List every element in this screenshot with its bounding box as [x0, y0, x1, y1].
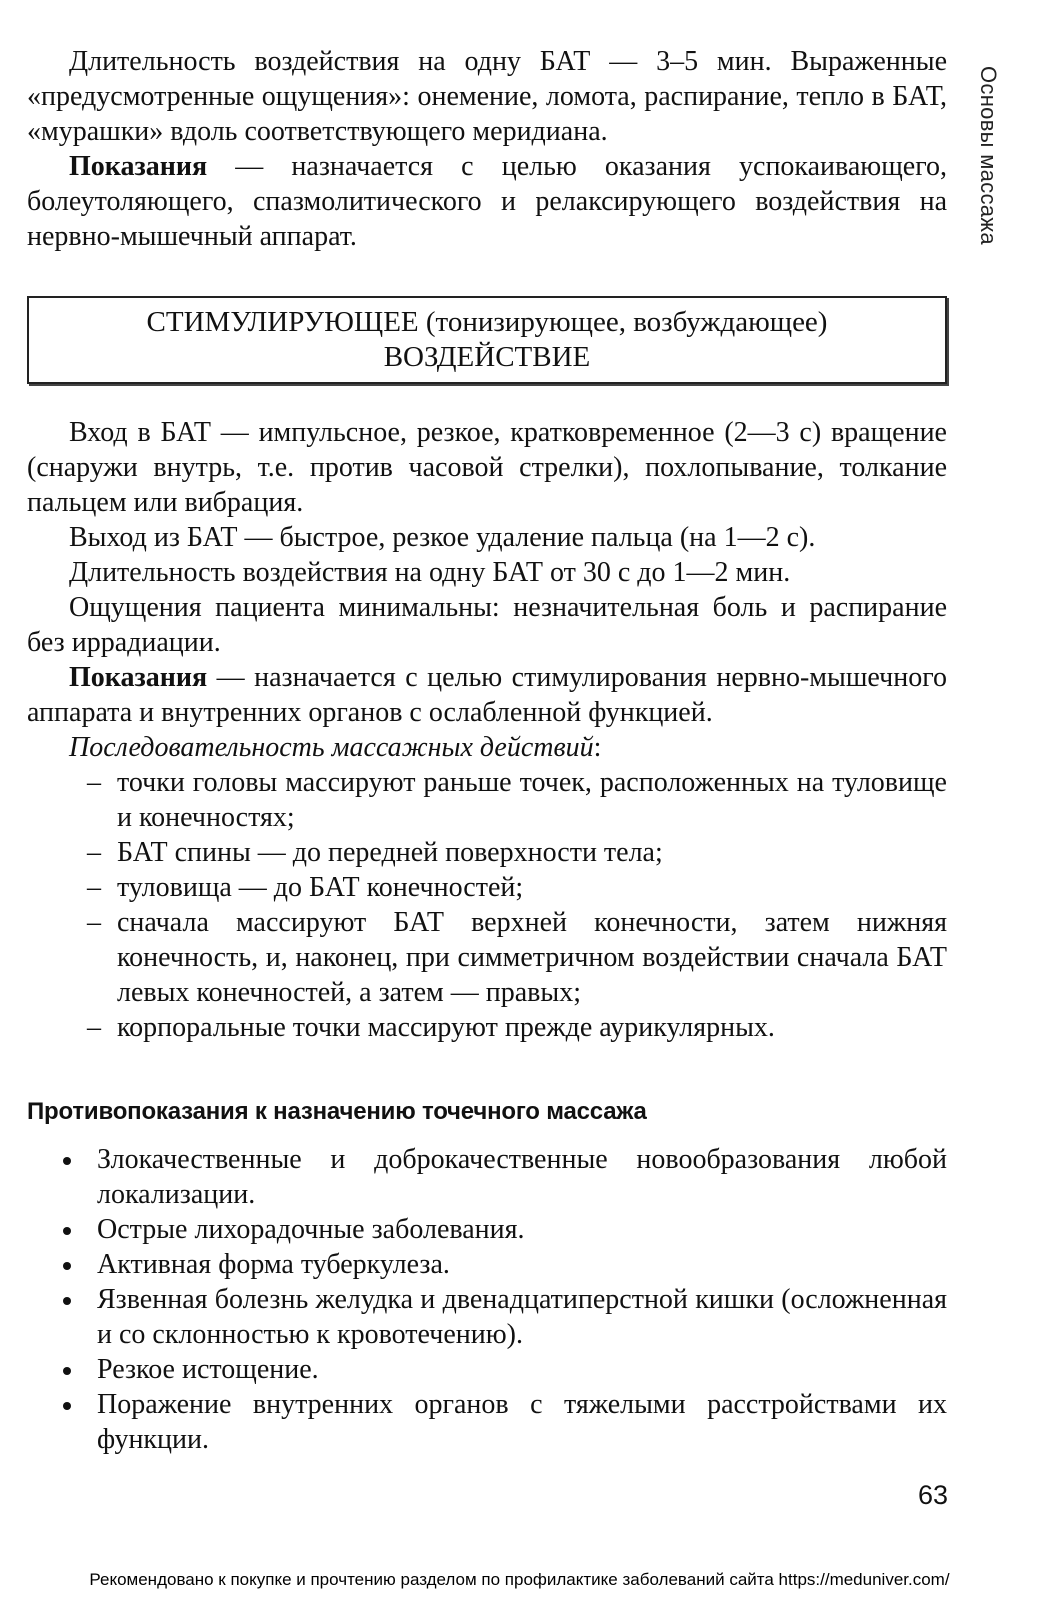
bullet-icon [63, 1402, 71, 1410]
page-number: 63 [917, 1480, 948, 1510]
list-item [27, 835, 947, 870]
list-item-text: корпоральные точки массируют прежде аурикулярных. [117, 1012, 775, 1043]
dash-marker: – [87, 1012, 101, 1043]
dash-marker: – [87, 837, 101, 868]
paragraph-duration-stimulating: Длительность воздействия на одну БАТ от 30 с до 1—2 мин. [69, 557, 791, 588]
list-item [27, 1142, 947, 1212]
bullet-icon [63, 1262, 71, 1270]
contraindications-list [27, 1142, 947, 1457]
paragraph-indications-sedative [27, 149, 947, 254]
paragraph-exit: Выход из БАТ — быстрое, резкое удаление пальца (на 1—2 с). [69, 522, 816, 553]
list-item [27, 905, 947, 1010]
section-title-line-2: ВОЗДЕЙСТВИЕ [383, 341, 591, 373]
side-tab-label: Основы массажа [976, 65, 1001, 245]
sequence-list [27, 765, 947, 1045]
list-item-text: Острые лихорадочные заболевания. [97, 1214, 525, 1245]
list-item-text: Активная форма туберкулеза. [97, 1249, 450, 1280]
list-item-text: БАТ спины — до передней поверхности тела; [117, 837, 663, 868]
paragraph-duration: Длительность воздействия на одну БАТ — 3–5 мин. Выраженные «предусмотренные ощущения»: онемение, ломота, распирание, тепло в БАТ, «мурашки» вдоль соответствующего меридиана. [27, 46, 947, 147]
top-block [27, 44, 947, 254]
list-item-text: сначала массируют БАТ верхней конечности, затем нижняя конечность, и, наконец, при симметричном воздействии сначала БАТ левых конечностей, а затем — правых; [117, 907, 947, 1008]
bullet-icon [63, 1157, 71, 1165]
list-item [27, 765, 947, 835]
contraindications-block [27, 1142, 947, 1457]
list-item-text: туловища — до БАТ конечностей; [117, 872, 524, 903]
list-item [27, 870, 947, 905]
indications-text: — назначается с целью стимулирования нервно-мышечного аппарата и внутренних органов с ослабленной функцией. [27, 662, 947, 728]
paragraph-indications-stimulating [27, 660, 947, 730]
list-item [27, 1282, 947, 1352]
dash-marker: – [87, 907, 101, 938]
bullet-icon [63, 1367, 71, 1375]
paragraph-sensations: Ощущения пациента минимальны: незначительная боль и распирание без иррадиации. [27, 592, 947, 658]
sequence-heading [27, 730, 947, 765]
list-item-text: Злокачественные и доброкачественные новообразования любой локализации. [97, 1144, 947, 1210]
paragraph-entry: Вход в БАТ — импульсное, резкое, кратковременное (2—3 с) вращение (снаружи внутрь, т.е. против часовой стрелки), похлопывание, толкание пальцем или вибрация. [27, 417, 947, 518]
list-item-text: Резкое истощение. [97, 1354, 319, 1385]
list-item [27, 1387, 947, 1457]
list-item [27, 1212, 947, 1247]
stimulating-block [27, 415, 947, 1045]
list-item [27, 1247, 947, 1282]
dash-marker: – [87, 767, 101, 798]
footer-note[interactable]: Рекомендовано к покупке и прочтению разделом по профилактике заболеваний сайта https://meduniver.com/ [89, 1570, 950, 1589]
bullet-icon [63, 1297, 71, 1305]
sequence-heading-text: Последовательность массажных действий [69, 732, 594, 763]
dash-marker: – [87, 872, 101, 903]
section-title-line-1: СТИМУЛИРУЮЩЕЕ (тонизирующее, возбуждающее) [146, 306, 828, 338]
list-item [27, 1352, 947, 1387]
indications-label: Показания [69, 151, 208, 182]
section-title-box [27, 296, 947, 384]
list-item-text: точки головы массируют раньше точек, расположенных на туловище и конечностях; [117, 767, 947, 833]
bullet-icon [63, 1227, 71, 1235]
list-item-text: Язвенная болезнь желудка и двенадцатиперстной кишки (осложненная и со склонностью к кровотечению). [97, 1284, 947, 1350]
sequence-heading-colon: : [593, 732, 602, 763]
indications-label: Показания [69, 662, 208, 693]
list-item-text: Поражение внутренних органов с тяжелыми расстройствами их функции. [97, 1389, 947, 1455]
list-item [27, 1010, 947, 1045]
indications-text: — назначается с целью оказания успокаивающего, болеутоляющего, спазмолитического и релаксирующего воздействия на нервно-мышечный аппарат. [27, 151, 947, 252]
side-tab [970, 50, 1006, 260]
contraindications-heading: Противопоказания к назначению точечного массажа [27, 1098, 647, 1125]
